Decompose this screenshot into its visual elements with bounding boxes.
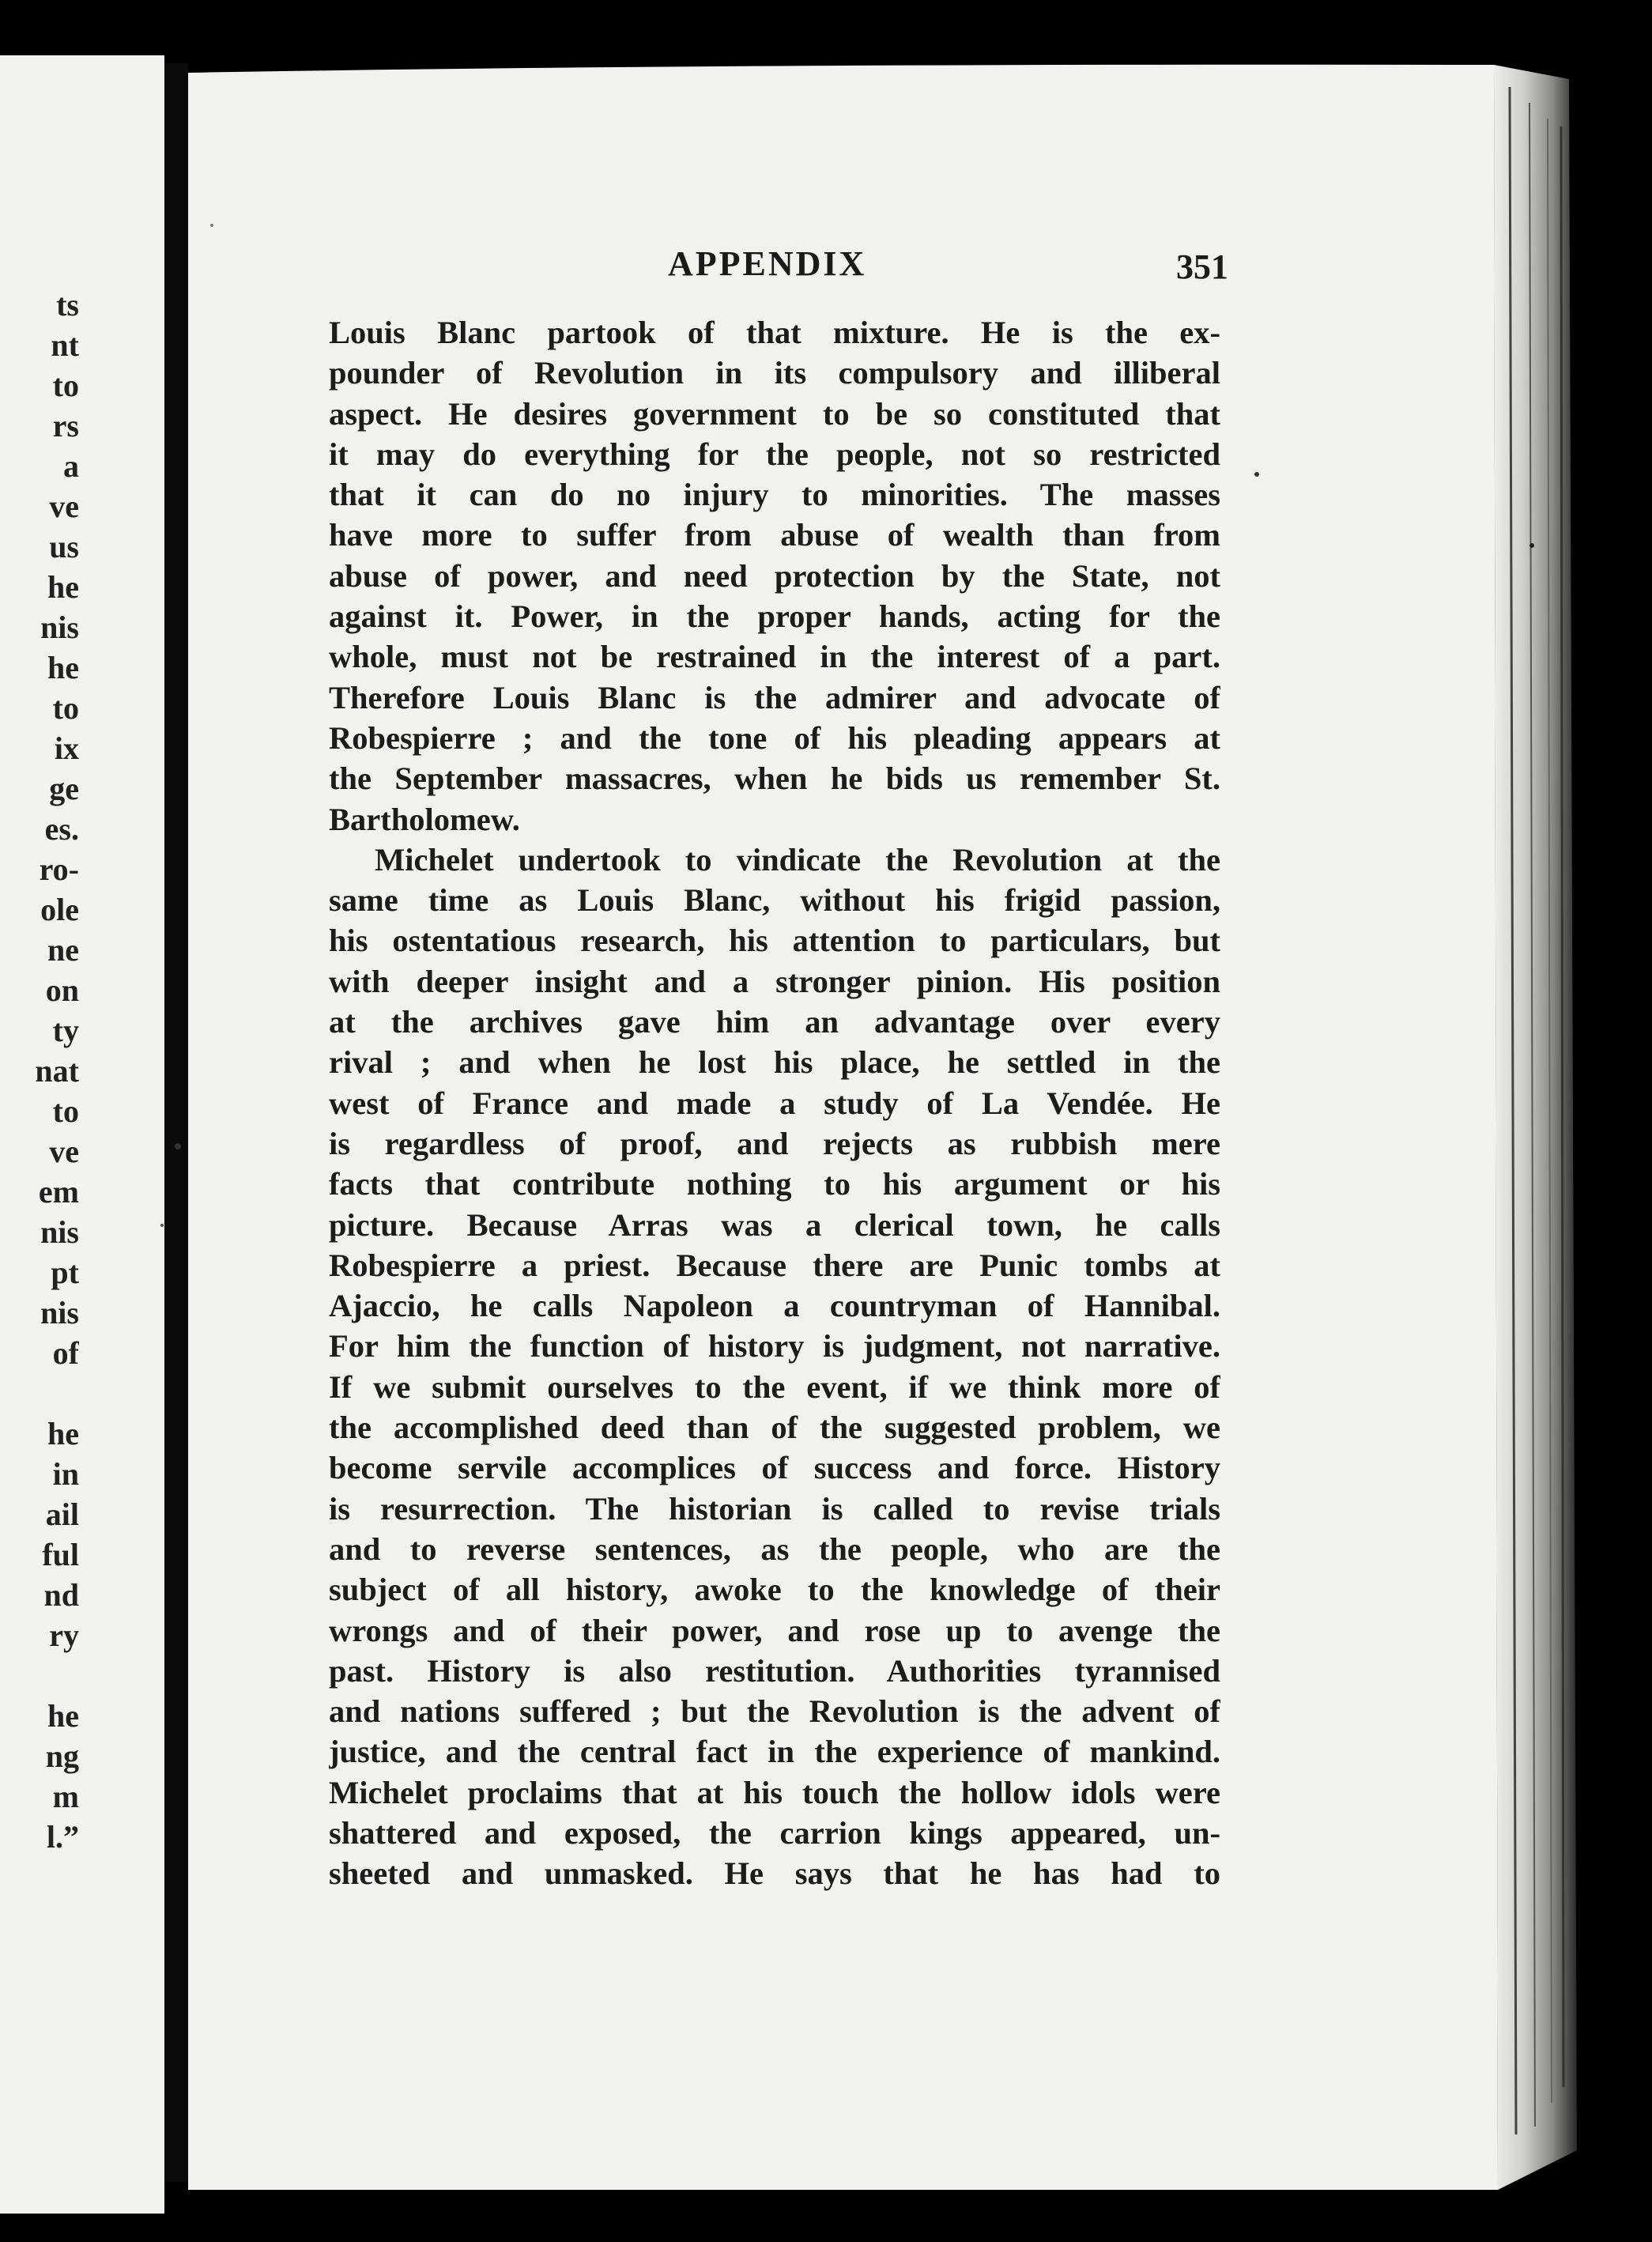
left-page-fragments — [0, 285, 79, 1857]
left-page-fragment: pt — [51, 1255, 79, 1290]
left-page-fragment: he — [47, 1416, 79, 1451]
text-line: at the archives gave him an advantage over every — [329, 1004, 1220, 1040]
text-line: sheeted and unmasked. He says that he has had to — [329, 1855, 1220, 1892]
text-line: it may do everything for the people, not so restricted — [329, 436, 1220, 472]
left-page-fragment: ng — [45, 1738, 79, 1774]
text-line: justice, and the central fact in the experience of mankind. — [329, 1734, 1220, 1770]
text-line: picture. Because Arras was a clerical town, he calls — [329, 1206, 1220, 1243]
text-line: and nations suffered ; but the Revolution is the advent of — [329, 1693, 1220, 1730]
text-line: shattered and exposed, the carrion kings appeared, un- — [329, 1814, 1220, 1851]
left-page-fragment: ne — [47, 932, 79, 968]
page-number: 351 — [1176, 247, 1228, 286]
left-page-fragment: l.” — [46, 1819, 79, 1855]
left-page-fragment: of — [52, 1335, 79, 1371]
left-page-fragment — [0, 1655, 79, 1696]
body-text — [329, 312, 1220, 1894]
text-line: west of France and made a study of La Vendée. He — [329, 1085, 1220, 1121]
text-line: with deeper insight and a stronger pinion. His position — [329, 963, 1220, 999]
text-line: same time as Louis Blanc, without his frigid passion, — [329, 882, 1220, 919]
text-line: wrongs and of their power, and rose up to avenge the — [329, 1612, 1220, 1648]
text-line: aspect. He desires government to be so constituted that — [329, 395, 1220, 432]
text-line: the accomplished deed than of the suggested problem, we — [329, 1410, 1220, 1446]
text-line: the September massacres, when he bids us remember St. — [329, 761, 1220, 797]
left-page-fragment: em — [38, 1174, 79, 1210]
text-line: pounder of Revolution in its compulsory and illiberal — [329, 355, 1220, 391]
text-line: rival ; and when he lost his place, he settled in the — [329, 1044, 1220, 1081]
text-line: Louis Blanc partook of that mixture. He is the ex- — [329, 315, 1220, 350]
left-page-fragment: rs — [52, 408, 79, 443]
left-page-fragment: on — [45, 972, 79, 1008]
text-line: subject of all history, awoke to the knowledge of their — [329, 1572, 1220, 1608]
left-page-fragment: ful — [42, 1537, 79, 1572]
paragraph — [329, 840, 1220, 1894]
left-page-fragment: nt — [51, 327, 79, 363]
text-line: and to reverse sentences, as the people, who are the — [329, 1531, 1220, 1567]
left-page-fragment: he — [47, 1698, 79, 1734]
running-head: APPENDIX — [668, 244, 867, 283]
left-page-fragment: ix — [54, 730, 79, 766]
left-page-fragment: a — [63, 448, 79, 484]
left-page-fragment: ve — [49, 1134, 79, 1169]
text-line: whole, must not be restrained in the interest of a part. — [329, 639, 1220, 675]
left-page-fragment: ry — [49, 1617, 79, 1653]
left-page-fragment: to — [52, 1093, 79, 1129]
left-page-fragment: es. — [44, 811, 79, 847]
left-page-fragment: in — [52, 1456, 79, 1492]
left-page-fragment: nis — [40, 1295, 79, 1330]
left-page-fragment: ole — [40, 892, 79, 927]
left-page-fragment: to — [52, 690, 79, 726]
left-page-fragment: ty — [52, 1013, 79, 1048]
text-line: abuse of power, and need protection by the State, not — [329, 557, 1220, 594]
text-line: against it. Power, in the proper hands, acting for the — [329, 598, 1220, 635]
left-page-fragment: us — [49, 529, 79, 564]
text-line: past. History is also restitution. Authorities tyrannised — [329, 1652, 1220, 1689]
text-line: have more to suffer from abuse of wealth than from — [329, 517, 1220, 553]
text-line: that it can do no injury to minorities. The masses — [329, 477, 1220, 513]
text-line: Ajaccio, he calls Napoleon a countryman of Hannibal. — [329, 1288, 1220, 1324]
text-line: Michelet proclaims that at his touch the hollow idols were — [329, 1774, 1220, 1810]
text-line: Robespierre ; and the tone of his pleading appears at — [329, 719, 1220, 756]
left-page-fragment: nd — [43, 1577, 79, 1613]
left-page-fragment: nat — [35, 1053, 79, 1089]
text-line: his ostentatious research, his attention to particulars, but — [329, 923, 1220, 959]
text-line: Michelet undertook to vindicate the Revolution at the — [375, 841, 1220, 878]
left-page-fragment: ts — [56, 287, 79, 323]
text-line: become servile accomplices of success and force. History — [329, 1450, 1220, 1486]
text-line: For him the function of history is judgment, not narrative. — [329, 1328, 1220, 1364]
text-line: If we submit ourselves to the event, if we think more of — [329, 1368, 1220, 1405]
left-page-fragment: he — [47, 650, 79, 685]
left-page-fragment: nis — [40, 1214, 79, 1250]
left-page-fragment: ve — [49, 489, 79, 524]
left-page-fragment: nis — [40, 610, 79, 645]
left-page-fragment — [0, 1373, 79, 1414]
text-line: is resurrection. The historian is called to revise trials — [329, 1490, 1220, 1527]
page-header — [316, 243, 1228, 291]
left-page-fragment: ro- — [39, 851, 79, 887]
text-line: Bartholomew. — [329, 801, 520, 837]
left-page-fragment: ail — [45, 1497, 79, 1532]
text-line: Therefore Louis Blanc is the admirer and advocate of — [329, 679, 1220, 715]
left-page-fragment: ge — [49, 771, 79, 806]
paragraph — [329, 312, 1220, 840]
text-line: facts that contribute nothing to his argument or his — [329, 1166, 1220, 1202]
text-line: Robespierre a priest. Because there are Punic tombs at — [329, 1247, 1220, 1283]
left-page-fragment: he — [47, 569, 79, 605]
text-line: is regardless of proof, and rejects as rubbish mere — [329, 1125, 1220, 1161]
left-page-fragment: to — [52, 368, 79, 403]
left-page-fragment: m — [52, 1779, 79, 1814]
